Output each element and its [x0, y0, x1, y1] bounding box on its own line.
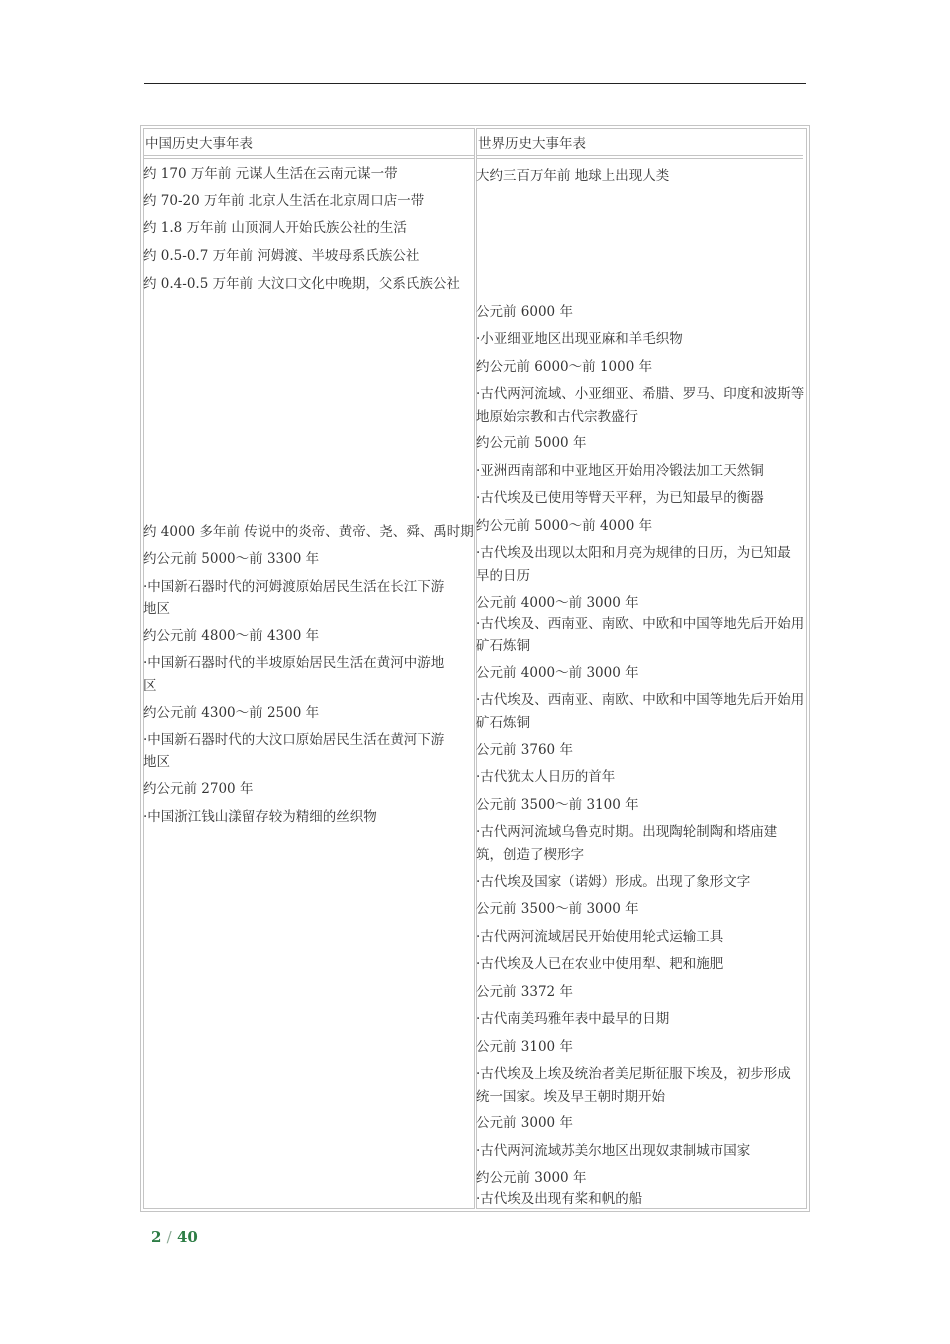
china-event-entry: 区	[143, 678, 157, 694]
china-event-entry: 约 70-20 万年前 北京人生活在北京周口店一带	[143, 193, 425, 209]
world-event-entry: 公元前 4000～前 3000 年	[476, 665, 639, 681]
page-total: 40	[176, 1228, 198, 1246]
world-event-entry: 约公元前 5000～前 4000 年	[476, 518, 653, 534]
world-event-entry: 公元前 3100 年	[476, 1039, 573, 1055]
world-event-entry: ·古代埃及出现以太阳和月亮为规律的日历，为已知最	[476, 545, 791, 561]
world-event-entry: ·古代两河流域苏美尔地区出现奴隶制城市国家	[476, 1143, 751, 1159]
china-event-entry: 约公元前 5000～前 3300 年	[143, 551, 320, 567]
world-event-entry: ·古代埃及国家（诺姆）形成。出现了象形文字	[476, 874, 751, 890]
world-column-header: 世界历史大事年表	[478, 136, 586, 152]
world-event-entry: 早的日历	[476, 568, 530, 584]
world-event-entry: ·古代南美玛雅年表中最早的日期	[476, 1011, 670, 1027]
world-event-entry: ·古代两河流域、小亚细亚、希腊、罗马、印度和波斯等	[476, 386, 805, 402]
top-rule	[144, 83, 806, 84]
china-event-entry: 地区	[143, 754, 170, 770]
world-event-entry: ·古代两河流域乌鲁克时期。出现陶轮制陶和塔庙建	[476, 824, 778, 840]
world-event-entry: ·古代埃及人已在农业中使用犁、耙和施肥	[476, 956, 724, 972]
world-event-entry: ·古代埃及已使用等臂天平秤，为已知最早的衡器	[476, 490, 764, 506]
world-event-entry: 矿石炼铜	[476, 715, 530, 731]
world-event-entry: 约公元前 6000～前 1000 年	[476, 359, 653, 375]
world-event-entry: 约公元前 3000 年	[476, 1170, 587, 1186]
world-event-entry: 公元前 6000 年	[476, 304, 573, 320]
china-event-entry: 约 170 万年前 元谋人生活在云南元谋一带	[143, 166, 398, 182]
china-event-entry: 地区	[143, 601, 170, 617]
world-event-entry: ·亚洲西南部和中亚地区开始用冷锻法加工天然铜	[476, 463, 764, 479]
world-event-entry: 矿石炼铜	[476, 638, 530, 654]
header-divider	[143, 155, 474, 159]
china-event-entry: ·中国新石器时代的河姆渡原始居民生活在长江下游	[143, 579, 445, 595]
china-event-entry: 约公元前 4300～前 2500 年	[143, 705, 320, 721]
china-event-entry: 约 1.8 万年前 山顶洞人开始氏族公社的生活	[143, 220, 407, 236]
header-divider	[476, 155, 803, 159]
world-event-entry: 约公元前 5000 年	[476, 435, 587, 451]
page-current: 2	[151, 1228, 162, 1246]
world-event-entry: 公元前 3000 年	[476, 1115, 573, 1131]
china-event-entry: 约公元前 2700 年	[143, 781, 254, 797]
china-event-entry: 约 0.4-0.5 万年前 大汶口文化中晚期，父系氏族公社	[143, 276, 460, 292]
world-event-entry: ·古代两河流域居民开始使用轮式运输工具	[476, 929, 724, 945]
china-event-entry: ·中国新石器时代的大汶口原始居民生活在黄河下游	[143, 732, 445, 748]
world-event-entry: 公元前 3500～前 3100 年	[476, 797, 639, 813]
world-event-entry: ·古代埃及、西南亚、南欧、中欧和中国等地先后开始用	[476, 616, 805, 632]
world-event-entry: 公元前 3500～前 3000 年	[476, 901, 639, 917]
world-event-entry: 公元前 3372 年	[476, 984, 573, 1000]
china-event-entry: 约 0.5-0.7 万年前 河姆渡、半坡母系氏族公社	[143, 248, 420, 264]
world-event-entry: 大约三百万年前 地球上出现人类	[476, 168, 670, 184]
page-separator: /	[166, 1228, 172, 1246]
world-event-entry: ·小亚细亚地区出现亚麻和羊毛织物	[476, 331, 683, 347]
world-event-entry: ·古代埃及、西南亚、南欧、中欧和中国等地先后开始用	[476, 692, 805, 708]
world-event-entry: 筑，创造了楔形字	[476, 847, 584, 863]
china-column-header: 中国历史大事年表	[145, 136, 253, 152]
china-event-entry: ·中国新石器时代的半坡原始居民生活在黄河中游地	[143, 655, 445, 671]
world-event-entry: ·古代犹太人日历的首年	[476, 769, 616, 785]
world-event-entry: 公元前 3760 年	[476, 742, 573, 758]
page-number	[151, 1228, 198, 1246]
china-event-entry: ·中国浙江钱山漾留存较为精细的丝织物	[143, 809, 377, 825]
world-event-entry: 统一国家。埃及早王朝时期开始	[476, 1089, 665, 1105]
world-event-entry: ·古代埃及上埃及统治者美尼斯征服下埃及，初步形成	[476, 1066, 791, 1082]
china-event-entry: 约 4000 多年前 传说中的炎帝、黄帝、尧、舜、禹时期	[143, 524, 474, 540]
china-event-entry: 约公元前 4800～前 4300 年	[143, 628, 320, 644]
world-event-entry: 公元前 4000～前 3000 年	[476, 595, 639, 611]
world-event-entry: ·古代埃及出现有桨和帆的船	[476, 1191, 643, 1207]
world-event-entry: 地原始宗教和古代宗教盛行	[476, 409, 638, 425]
